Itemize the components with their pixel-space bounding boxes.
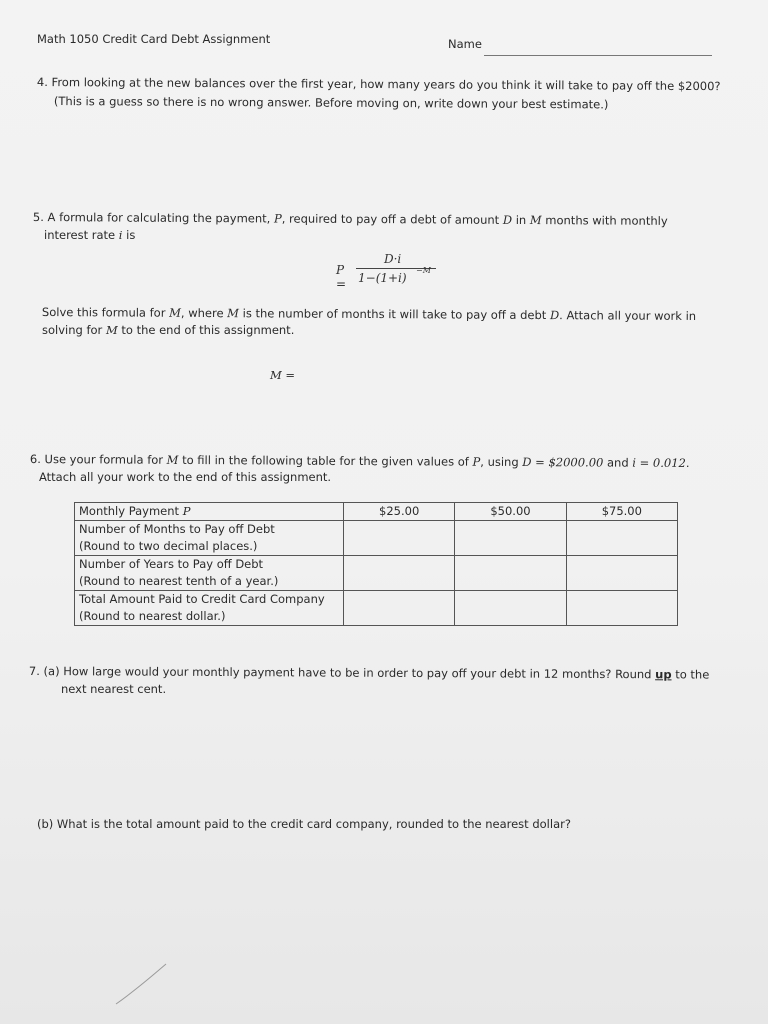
table-answer-cell[interactable] [344,521,455,556]
worksheet-page: Math 1050 Credit Card Debt Assignment Name 4. From looking at the new balances over the first year, how many years do you think it will take to pay off the $2000? (This is a guess so there is no wrong answer. Before moving on, write down your best estimate.) 5. A formula for calculating the payment, P, required to pay off a debt of amount D in M months with monthly interest rate i is P = D·i 1−(1+i) −M Solve this formula for M, where M is the number of months it will take to pay off a debt D. Attach all your work in solving for M to the end of this assignment. M = 6. Use your formula for M to fill in the following table for the given values of P, using D = $2000.00 and i = 0.012. Attach all your work to the end of this assignment. Monthly Payment P $25.00 $50.00 $75.00 Number of Months to Pay off Debt (Round to two decimal places.) Number of Years to Pay off Debt (Round to nearest tenth of a year.) Total Amount Paid to Credit Card Company (Round to nearest dollar.) 7. (a) How large would your monthly payment have to be in order to pay off your debt in 12 months? Round up to the next nearest cent. (b) What is the total amount paid to the credit card company, rounded to the nearest dollar? [0,0,768,1024]
payment-table [74,502,678,626]
table-header-cell: $50.00 [455,503,566,521]
table-header-cell: $75.00 [566,503,677,521]
question-5-line-1: 5. A formula for calculating the payment, P, required to pay off a debt of amount D in M months with monthly [32,209,668,228]
table-row [75,556,678,591]
table-answer-cell[interactable] [455,556,566,591]
table-header-row [75,503,678,521]
question-5-solve-line-2: solving for M to the end of this assignment. [42,323,295,337]
question-6-line-2: Attach all your work to the end of this assignment. [39,470,332,484]
table-row [75,521,678,556]
table-answer-cell[interactable] [344,556,455,591]
question-5-line-2: interest rate i is [44,228,136,242]
question-7b-line: (b) What is the total amount paid to the credit card company, rounded to the nearest dollar? [37,817,571,831]
table-row-label: Total Amount Paid to Credit Card Company (Round to nearest dollar.) [75,591,344,626]
table-row [75,591,678,626]
question-5-solve-line-1: Solve this formula for M, where M is the number of months it will take to pay off a debt D. Attach all your work in [41,304,697,323]
page-title: Math 1050 Credit Card Debt Assignment [37,32,271,46]
table-answer-cell[interactable] [455,591,566,626]
table-answer-cell[interactable] [566,591,677,626]
question-4-line-1: 4. From looking at the new balances over the first year, how many years do you think it will take to pay off the $2000? [36,74,721,94]
question-4-line-2: (This is a guess so there is no wrong answer. Before moving on, write down your best estimate.) [53,93,609,112]
name-blank-line [484,55,712,56]
table-row-label: Number of Months to Pay off Debt (Round to two decimal places.) [75,521,344,556]
question-7a-line-2: next nearest cent. [61,682,167,696]
table-answer-cell[interactable] [566,521,677,556]
m-answer-label: M = [270,368,296,382]
table-answer-cell[interactable] [566,556,677,591]
pen-mark-icon [112,962,168,1006]
table-header-label: Monthly Payment P [75,503,344,521]
name-label: Name [448,37,482,51]
table-header-cell: $25.00 [344,503,455,521]
question-7a-line-1: 7. (a) How large would your monthly payment have to be in order to pay off your debt in 12 months? Round up to the [28,664,710,682]
question-6-line-1: 6. Use your formula for M to fill in the following table for the given values of P, using D = $2000.00 and i = 0.012. [29,451,690,471]
table-answer-cell[interactable] [344,591,455,626]
table-row-label: Number of Years to Pay off Debt (Round to nearest tenth of a year.) [75,556,344,591]
table-answer-cell[interactable] [455,521,566,556]
